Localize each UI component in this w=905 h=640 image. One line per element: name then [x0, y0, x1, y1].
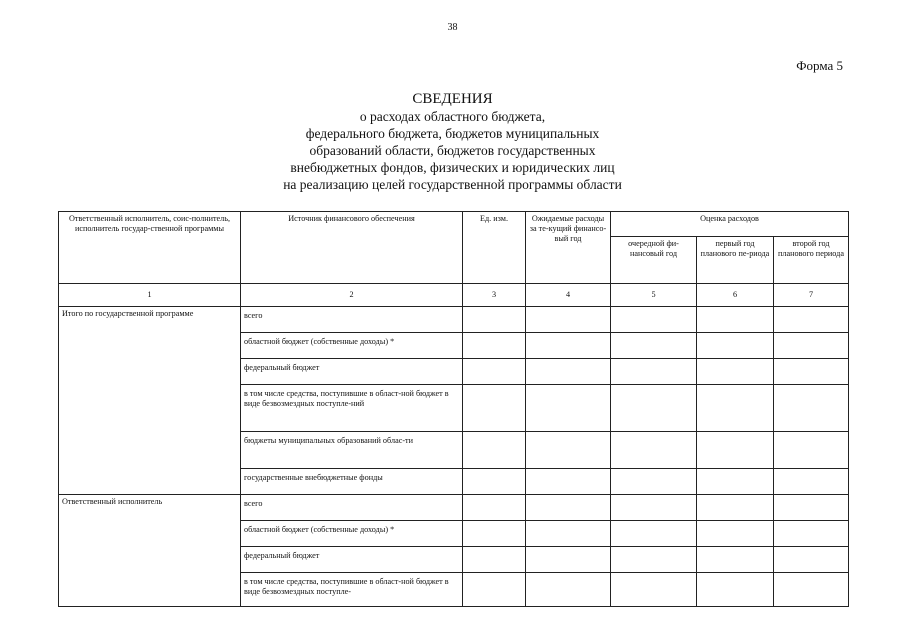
value-cell: [463, 432, 526, 469]
expenses-table: [58, 211, 849, 607]
value-cell: [611, 359, 697, 385]
value-cell: [526, 385, 611, 432]
source-cell: в том числе средства, поступившие в област-ной бюджет в виде безвозмездных поступле-: [241, 573, 463, 607]
column-number: 1: [59, 284, 241, 307]
value-cell: [697, 469, 774, 495]
value-cell: [611, 469, 697, 495]
value-cell: [526, 307, 611, 333]
heading-line: внебюджетных фондов, физических и юридических лиц: [290, 160, 615, 175]
value-cell: [774, 432, 849, 469]
heading-line: федерального бюджета, бюджетов муниципальных: [305, 126, 600, 141]
value-cell: [774, 521, 849, 547]
column-number: 2: [241, 284, 463, 307]
value-cell: [697, 495, 774, 521]
value-cell: [611, 573, 697, 607]
page-number: 38: [447, 22, 458, 33]
value-cell: [526, 432, 611, 469]
value-cell: [611, 495, 697, 521]
source-cell: областной бюджет (собственные доходы) *: [241, 521, 463, 547]
value-cell: [526, 495, 611, 521]
value-cell: [697, 573, 774, 607]
value-cell: [611, 333, 697, 359]
value-cell: [611, 385, 697, 432]
column-number: 3: [463, 284, 526, 307]
value-cell: [774, 359, 849, 385]
heading-line: образований области, бюджетов государственных: [309, 143, 596, 158]
source-cell: в том числе средства, поступившие в област-ной бюджет в виде безвозмездных поступле-ний: [241, 385, 463, 432]
header-source: Источник финансового обеспечения: [241, 212, 463, 284]
value-cell: [611, 307, 697, 333]
source-cell: государственные внебюджетные фонды: [241, 469, 463, 495]
executor-cell: Итого по государственной программе: [59, 307, 241, 495]
value-cell: [774, 573, 849, 607]
document-heading: [0, 91, 905, 193]
value-cell: [697, 385, 774, 432]
column-numbers-row: [59, 284, 849, 307]
value-cell: [774, 385, 849, 432]
source-cell: всего: [241, 495, 463, 521]
header-estimate: Оценка расходов: [611, 212, 849, 237]
column-number: 5: [611, 284, 697, 307]
source-cell: федеральный бюджет: [241, 359, 463, 385]
value-cell: [526, 469, 611, 495]
value-cell: [526, 573, 611, 607]
value-cell: [774, 547, 849, 573]
value-cell: [611, 521, 697, 547]
value-cell: [463, 333, 526, 359]
value-cell: [611, 432, 697, 469]
value-cell: [526, 333, 611, 359]
header-second-plan: второй год планового периода: [774, 237, 849, 284]
value-cell: [463, 359, 526, 385]
value-cell: [463, 521, 526, 547]
value-cell: [463, 307, 526, 333]
heading-line: о расходах областного бюджета,: [359, 109, 546, 124]
value-cell: [463, 573, 526, 607]
source-cell: областной бюджет (собственные доходы) *: [241, 333, 463, 359]
source-cell: федеральный бюджет: [241, 547, 463, 573]
column-number: 4: [526, 284, 611, 307]
value-cell: [774, 469, 849, 495]
value-cell: [463, 495, 526, 521]
value-cell: [463, 547, 526, 573]
column-number: 6: [697, 284, 774, 307]
value-cell: [774, 307, 849, 333]
value-cell: [526, 359, 611, 385]
table-row: [59, 307, 849, 333]
value-cell: [697, 359, 774, 385]
executor-cell: Ответственный исполнитель: [59, 495, 241, 607]
value-cell: [697, 432, 774, 469]
value-cell: [697, 307, 774, 333]
column-number: 7: [774, 284, 849, 307]
value-cell: [526, 547, 611, 573]
heading-title: СВЕДЕНИЯ: [412, 91, 493, 107]
value-cell: [611, 547, 697, 573]
header-next-year: очередной фи-нансовый год: [611, 237, 697, 284]
header-expected: Ожидаемые расходы за те-кущий финансо-вый год: [526, 212, 611, 284]
value-cell: [697, 333, 774, 359]
value-cell: [774, 495, 849, 521]
header-unit: Ед. изм.: [463, 212, 526, 284]
header-executor: Ответственный исполнитель, соис-полнитель, исполнитель государ-ственной программы: [59, 212, 241, 284]
value-cell: [697, 521, 774, 547]
source-cell: бюджеты муниципальных образований облас-ти: [241, 432, 463, 469]
table-row: [59, 495, 849, 521]
heading-line: на реализацию целей государственной программы области: [283, 177, 622, 192]
header-first-plan: первый год планового пе-риода: [697, 237, 774, 284]
form-label: Форма 5: [796, 58, 843, 73]
value-cell: [463, 469, 526, 495]
value-cell: [774, 333, 849, 359]
value-cell: [697, 547, 774, 573]
value-cell: [463, 385, 526, 432]
source-cell: всего: [241, 307, 463, 333]
value-cell: [526, 521, 611, 547]
